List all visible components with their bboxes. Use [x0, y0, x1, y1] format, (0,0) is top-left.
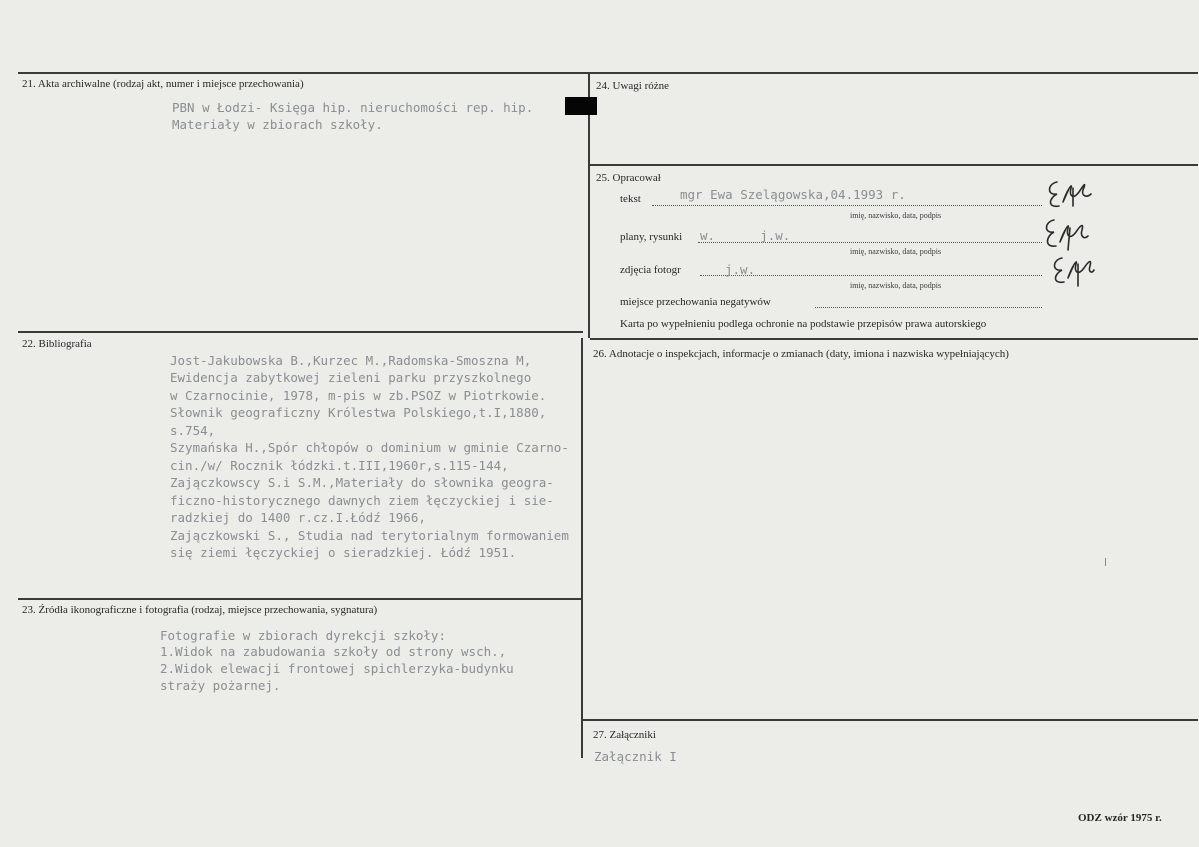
- section-23-line-2: 1.Widok na zabudowania szkoły od strony wsch.,: [160, 644, 507, 659]
- rule-26-27: [583, 719, 1198, 721]
- top-rule: [18, 72, 1198, 74]
- bibliography-line: radzkiej do 1400 r.cz.I.Łódź 1966,: [170, 510, 426, 526]
- signature-1-icon: [1043, 176, 1093, 214]
- plany-caption: imię, nazwisko, data, podpis: [850, 247, 942, 256]
- section-23-line-1: Fotografie w zbiorach dyrekcji szkoły:: [160, 628, 446, 643]
- section-23-label: 23. Źródła ikonograficzne i fotografia (rodzaj, miejsce przechowania, sygnatura): [22, 604, 378, 616]
- section-27-label: 27. Załączniki: [593, 729, 656, 741]
- section-23-line-3: 2.Widok elewacji frontowej spichlerzyka-budynku: [160, 661, 514, 676]
- rule-21-22: [18, 331, 583, 333]
- zdjecia-label: zdjęcia fotogr: [620, 264, 681, 276]
- signature-2-icon: [1038, 214, 1090, 254]
- section-26-label: 26. Adnotacje o inspekcjach, informacje o zmianach (daty, imiona i nazwiska wypełniających): [593, 348, 1009, 360]
- section-21-line-2: Materiały w zbiorach szkoły.: [172, 117, 383, 132]
- section-24-label: 24. Uwagi różne: [596, 80, 670, 92]
- plany-label: plany, rysunki: [620, 231, 683, 243]
- bibliography-line: Słownik geograficzny Królestwa Polskiego,t.I,1880,: [170, 405, 547, 421]
- section-25-label: 25. Opracował: [596, 172, 661, 184]
- rule-22-23: [18, 598, 581, 600]
- bibliography-line: w Czarnocinie, 1978, m-pis w zb.PSOZ w Piotrkowie.: [170, 387, 547, 403]
- tekst-label: tekst: [620, 193, 641, 205]
- zdjecia-value: j.w.: [725, 262, 756, 277]
- section-21-label: 21. Akta archiwalne (rodzaj akt, numer i miejsce przechowania): [22, 78, 304, 90]
- negatywy-label: miejsce przechowania negatywów: [620, 296, 771, 308]
- rule-24-25: [590, 164, 1198, 166]
- bibliography-line: Zajączkowscy S.i S.M.,Materiały do słownika geogra-: [170, 475, 554, 491]
- section-23-line-4: straży pożarnej.: [160, 678, 281, 693]
- bibliography-line: cin./w/ Rocznik łódzki.t.III,1960r,s.115-144,: [170, 457, 509, 473]
- bibliography-line: się ziemi łęczyckiej o sieradzkiej. Łódź 1951.: [170, 544, 517, 560]
- form-footer: ODZ wzór 1975 r.: [1078, 812, 1162, 824]
- copyright-note: Karta po wypełnieniu podlega ochronie na podstawie przepisów prawa autorskiego: [620, 318, 987, 330]
- section-22-label: 22. Bibliografia: [22, 338, 92, 350]
- bibliography-line: Ewidencja zabytkowej zieleni parku przyszkolnego: [170, 370, 532, 386]
- tekst-caption: imię, nazwisko, data, podpis: [850, 211, 942, 220]
- zdjecia-caption: imię, nazwisko, data, podpis: [850, 281, 942, 290]
- bibliography-line: s.754,: [170, 422, 216, 438]
- plany-value: w. j.w.: [700, 228, 791, 243]
- center-divider-lower: [581, 338, 583, 758]
- bibliography-line: Jost-Jakubowska B.,Kurzec M.,Radomska-Smoszna M,: [170, 353, 532, 368]
- margin-mark: [1105, 558, 1106, 566]
- bibliography-line: Zajączkowski S., Studia nad terytorialnym formowaniem: [170, 527, 569, 543]
- negatywy-line: [815, 307, 1042, 308]
- tekst-line: [652, 205, 1042, 206]
- redaction-block: [565, 97, 597, 115]
- tekst-value: mgr Ewa Szelągowska,04.1993 r.: [680, 187, 906, 202]
- section-27-value: Załącznik I: [594, 749, 677, 764]
- signature-3-icon: [1048, 252, 1096, 290]
- bibliography-line: Szymańska H.,Spór chłopów o dominium w gminie Czarno-: [170, 440, 569, 456]
- rule-25-26: [590, 338, 1198, 340]
- bibliography-line: ficzno-historycznego dawnych ziem łęczyckiej i sie-: [170, 492, 554, 508]
- section-21-line-1: PBN w Łodzi- Księga hip. nieruchomości rep. hip.: [172, 100, 534, 115]
